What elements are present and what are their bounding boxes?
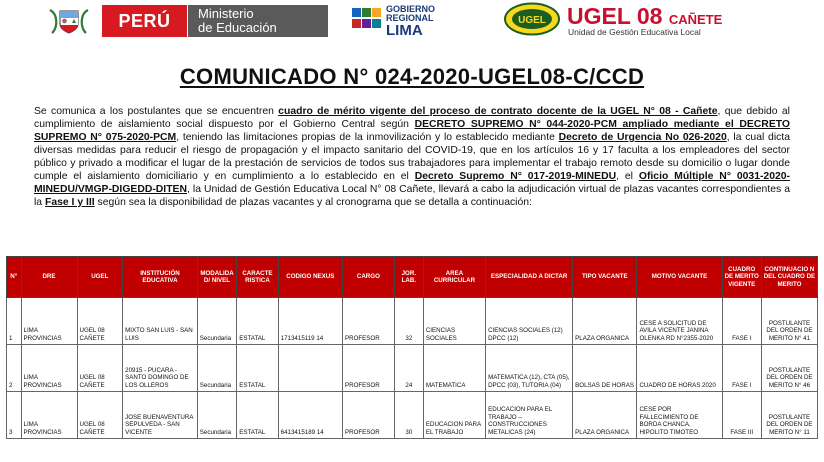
table-row xyxy=(7,298,818,345)
column-header: JOR. LAB. xyxy=(394,257,423,298)
table-cell: UGEL 08 CAÑETE xyxy=(77,392,123,439)
page-title: COMUNICADO N° 024-2020-UGEL08-C/CCD xyxy=(179,64,645,89)
table-row xyxy=(7,345,818,392)
column-header: CODIGO NEXUS xyxy=(278,257,342,298)
table-cell: PLAZA ORGANICA xyxy=(573,298,637,345)
table-cell: 6413415189 14 xyxy=(278,392,342,439)
table-header-row xyxy=(7,257,818,298)
table-cell: JOSE BUENAVENTURA SEPULVEDA - SAN VICENTE xyxy=(123,392,198,439)
table-cell: PROFESOR xyxy=(342,345,394,392)
text-segment: , el xyxy=(616,171,639,182)
table-cell: POSTULANTE DEL ORDEN DE MERITO N° 11 xyxy=(761,392,817,439)
text-segment: , que debido al cumplimiento de aislamiento social dispuesto por el Gobierno Central según xyxy=(34,106,790,130)
table-cell: ESTATAL xyxy=(237,298,278,345)
table-cell: ESTATAL xyxy=(237,345,278,392)
table-cell: LIMA PROVINCIAS xyxy=(21,298,77,345)
text-segment: Se comunica a los postulantes que se encuentren xyxy=(34,106,279,117)
table-row xyxy=(7,392,818,439)
table-cell: Secundaria xyxy=(197,298,236,345)
column-header: TIPO VACANTE xyxy=(573,257,637,298)
table-cell: 32 xyxy=(394,298,423,345)
table-cell: PROFESOR xyxy=(342,392,394,439)
table-cell: UGEL 08 CAÑETE xyxy=(77,298,123,345)
table-cell: PLAZA ORGANICA xyxy=(573,392,637,439)
column-header: CARACTE RISTICA xyxy=(237,257,278,298)
text-segment: , teniendo las limitaciones propias de la inmovilización y lo establecido mediante xyxy=(176,132,559,143)
text-segment: , la cual dicta diversas medidas para reducir el riesgo de propagación y el impacto sanitario del COVID-19, que en los artículos 16 y 17 faculta a los empleadores del sector público y privado a modificar el lugar de la prestación de servicios de todos sus trabajadores para implementar el trabajo remoto desde su domicilio o lugar donde cumple el aislamiento domiciliario y en cumplimiento a lo establecido en el xyxy=(34,132,790,182)
ministry-line-1: Ministerio xyxy=(198,6,254,21)
text-segment: DECRETO SUPREMO N° 044-2020-PCM ampliado mediante el DECRETO SUPREMO N° 075-2020-PCM xyxy=(34,119,790,143)
header-logos xyxy=(0,0,824,44)
table-cell xyxy=(278,345,342,392)
table-cell: FASE I xyxy=(722,345,761,392)
table-cell: Secundaria xyxy=(197,392,236,439)
table-cell: CESE A SOLICITUD DE AVILA VICENTE JANINA OLENKA RD N°2355-2020 xyxy=(637,298,722,345)
table-cell: MATEMATICA (12), CTA (05), DPCC (03), TUTORIA (04) xyxy=(486,345,573,392)
table-cell: 1 xyxy=(7,298,22,345)
text-segment: Fase I y III xyxy=(44,197,95,208)
column-header: ESPECIALIDAD A DICTAR xyxy=(486,257,573,298)
table-cell: LIMA PROVINCIAS xyxy=(21,345,77,392)
table-cell: BOLSAS DE HORAS xyxy=(573,345,637,392)
text-segment: Decreto Supremo N° 017-2019-MINEDU xyxy=(414,171,617,182)
peru-label: PERÚ xyxy=(102,5,187,37)
announcement-paragraph xyxy=(34,105,790,209)
table-cell: POSTULANTE DEL ORDEN DE MERITO N° 41 xyxy=(761,298,817,345)
table-cell: ESTATAL xyxy=(237,392,278,439)
table-cell: FASE III xyxy=(722,392,761,439)
gobierno-regional-logo-icon xyxy=(352,6,382,32)
table-cell: 2 xyxy=(7,345,22,392)
column-header: MODALIDA D/ NIVEL xyxy=(197,257,236,298)
gore-line-2: REGIONAL xyxy=(386,13,434,23)
gore-line-1: GOBIERNO xyxy=(386,4,436,14)
text-segment: según sea la disponibilidad de plazas vacantes y al cronograma que se detalla a continuación: xyxy=(94,197,532,208)
text-segment: Oficio Múltiple N° 0031-2020-MINEDU/VMGP-DIGEDD-DITEN xyxy=(34,171,791,195)
ugel-place: CAÑETE xyxy=(668,12,723,27)
ugel-subtitle: Unidad de Gestión Educativa Local xyxy=(568,27,701,37)
column-header: CONTINUACIO N DEL CUADRO DE MERITO xyxy=(761,257,817,298)
column-header: INSTITUCIÓN EDUCATIVA xyxy=(123,257,198,298)
table-cell: CIENCIAS SOCIALES (12) DPCC (12) xyxy=(486,298,573,345)
gobierno-regional-label xyxy=(386,5,435,38)
table-cell: 1713415119 14 xyxy=(278,298,342,345)
text-segment: Decreto de Urgencia No 026-2020 xyxy=(558,132,727,143)
table-cell: MATEMATICA xyxy=(423,345,485,392)
ugel-seal-icon xyxy=(503,2,561,36)
text-segment: , la Unidad de Gestión Educativa Local N° 08 Cañete, llevará a cabo la adjudicación virtual de plazas vacantes correspondientes a la xyxy=(34,184,790,208)
table-cell: CIENCIAS SOCIALES xyxy=(423,298,485,345)
column-header: DRE xyxy=(21,257,77,298)
column-header: AREA CURRICULAR xyxy=(423,257,485,298)
table-cell: UGEL 08 CAÑETE xyxy=(77,345,123,392)
vacancies-table xyxy=(6,256,818,439)
table-cell: MIXTO SAN LUIS - SAN LUIS xyxy=(123,298,198,345)
table-cell: Secundaria xyxy=(197,345,236,392)
table-cell: CUADRO DE HORAS 2020 xyxy=(637,345,722,392)
table-cell: 24 xyxy=(394,345,423,392)
table-cell: PROFESOR xyxy=(342,298,394,345)
table-cell: POSTULANTE DEL ORDEN DE MERITO N° 46 xyxy=(761,345,817,392)
peru-coat-of-arms-icon xyxy=(44,6,94,36)
table-cell: 3 xyxy=(7,392,22,439)
column-header: UGEL xyxy=(77,257,123,298)
table-cell: EDUCACION PARA EL TRABAJO – CONSTRUCCIONES METALICAS (24) xyxy=(486,392,573,439)
table-cell: CESE POR FALLECIMIENTO DE BORDA CHANCA, HIPOLITO TIMOTEO xyxy=(637,392,722,439)
column-header: CARGO xyxy=(342,257,394,298)
ministry-label xyxy=(188,5,328,37)
table-cell: EDUCACION PARA EL TRABAJO xyxy=(423,392,485,439)
ugel-seal-text: UGEL xyxy=(518,15,546,26)
text-segment: cuadro de mérito vigente del proceso de contrato docente de la UGEL N° 08 - Cañete xyxy=(278,106,718,117)
table-cell: LIMA PROVINCIAS xyxy=(21,392,77,439)
column-header: CUADRO DE MERITO VIGENTE xyxy=(722,257,761,298)
ugel-number: UGEL 08 xyxy=(567,3,663,29)
gore-line-3: LIMA xyxy=(386,22,423,39)
ministry-line-2: de Educación xyxy=(198,20,277,35)
table-cell: 20915 - PUCARA - SANTO DOMINGO DE LOS OLLEROS xyxy=(123,345,198,392)
table-cell: 30 xyxy=(394,392,423,439)
table-cell: FASE I xyxy=(722,298,761,345)
column-header: MOTIVO VACANTE xyxy=(637,257,722,298)
column-header: N° xyxy=(7,257,22,298)
